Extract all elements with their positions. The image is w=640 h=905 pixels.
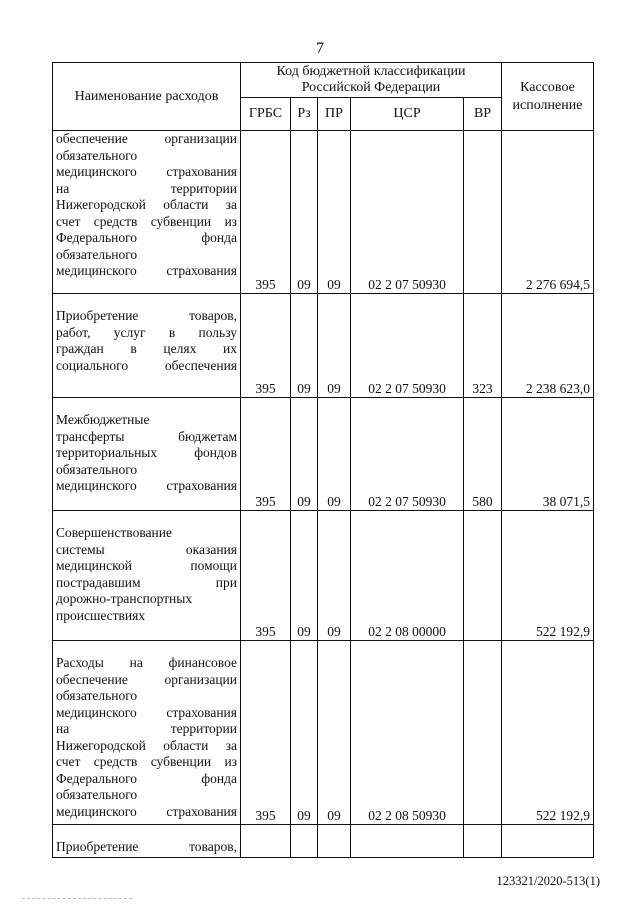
row-rz: 09 <box>291 398 318 511</box>
table-row <box>53 398 594 511</box>
row-csr: 02 2 07 50930 <box>351 294 464 398</box>
row-name-line: медицинского страхования <box>56 704 237 720</box>
row-name-line: Приобретение товаров, <box>56 839 237 854</box>
row-name-line: на территории <box>56 180 237 196</box>
header-csr: ЦСР <box>351 97 464 131</box>
row-name-line: дорожно-транспортных <box>56 591 193 606</box>
table-body <box>53 131 594 858</box>
row-name <box>53 294 241 398</box>
row-name-line: обязательного <box>56 787 138 802</box>
row-name-line: Совершенствование <box>56 525 172 540</box>
row-amount <box>502 825 594 858</box>
row-name-line: работ, услуг в пользу <box>56 324 237 340</box>
row-pr: 09 <box>318 131 351 294</box>
row-name-line: медицинского страхования <box>56 164 237 179</box>
row-amount: 38 071,5 <box>502 398 594 511</box>
row-name-line: Межбюджетные <box>56 412 150 427</box>
document-registration-number: 123321/2020-513(1) <box>496 874 600 888</box>
page-number: 7 <box>316 40 324 57</box>
row-name-line: социального обеспечения <box>56 357 237 373</box>
row-amount: 2 276 694,5 <box>502 131 594 294</box>
header-vr: ВР <box>464 97 502 131</box>
row-name-line: медицинской помощи <box>56 558 237 573</box>
budget-table <box>52 62 594 858</box>
header-execution: Кассовое исполнение <box>502 63 594 131</box>
bottom-divider <box>22 898 132 899</box>
row-vr <box>464 825 502 858</box>
row-rz: 09 <box>291 511 318 641</box>
row-csr: 02 2 07 50930 <box>351 398 464 511</box>
row-vr: 580 <box>464 398 502 511</box>
row-name-line: граждан в целях их <box>56 341 237 356</box>
row-csr: 02 2 08 00000 <box>351 511 464 641</box>
row-name-line: обеспечение организации <box>56 131 237 146</box>
row-name-line: происшествиях <box>56 607 146 623</box>
row-name-line: медицинского страхования <box>56 803 237 819</box>
row-name-line: счет средств субвенции из <box>56 754 237 769</box>
row-name <box>53 131 241 294</box>
row-name-line: на территории <box>56 721 237 736</box>
row-vr <box>464 131 502 294</box>
row-name-line: обязательного <box>56 688 138 703</box>
row-rz: 09 <box>291 294 318 398</box>
table-row <box>53 511 594 641</box>
row-rz: 09 <box>291 131 318 294</box>
row-grbs: 395 <box>241 131 291 294</box>
row-name-line: обеспечение организации <box>56 671 237 687</box>
row-name-line: счет средств субвенции из <box>56 213 237 229</box>
row-amount: 2 238 623,0 <box>502 294 594 398</box>
row-vr: 323 <box>464 294 502 398</box>
row-grbs <box>241 825 291 858</box>
row-csr: 02 2 08 50930 <box>351 641 464 825</box>
row-name-line: обязательного <box>56 147 138 163</box>
row-name-line: Нижегородской области за <box>56 737 237 753</box>
row-csr: 02 2 07 50930 <box>351 131 464 294</box>
header-pr: ПР <box>318 97 351 131</box>
row-name <box>53 511 241 641</box>
header-name: Наименование расходов <box>53 63 241 131</box>
row-name-line: Нижегородской области за <box>56 197 237 212</box>
row-pr <box>318 825 351 858</box>
row-name-line: Федерального фонда <box>56 770 237 786</box>
row-name <box>53 641 241 825</box>
row-name-line: пострадавшим при <box>56 574 237 590</box>
table-row <box>53 294 594 398</box>
row-name-line: обязательного <box>56 246 138 262</box>
row-pr: 09 <box>318 641 351 825</box>
row-name <box>53 398 241 511</box>
row-name-line: территориальных фондов <box>56 445 237 460</box>
row-amount: 522 192,9 <box>502 641 594 825</box>
row-grbs: 395 <box>241 641 291 825</box>
row-name-line: обязательного <box>56 461 138 477</box>
row-name-line: Расходы на финансовое <box>56 655 237 670</box>
row-name-line: системы оказания <box>56 541 237 557</box>
header-grbs: ГРБС <box>241 97 291 131</box>
row-csr <box>351 825 464 858</box>
header-code-group: Код бюджетной классификации Российской Федерации <box>241 63 502 98</box>
row-name-line: медицинского страхования <box>56 478 237 493</box>
row-grbs: 395 <box>241 511 291 641</box>
row-name-line: Федерального фонда <box>56 230 237 245</box>
row-vr <box>464 641 502 825</box>
row-grbs: 395 <box>241 398 291 511</box>
table-row <box>53 641 594 825</box>
row-name <box>53 825 241 858</box>
table-row <box>53 825 594 858</box>
row-name-line: медицинского страхования <box>56 263 237 278</box>
row-name-line: Приобретение товаров, <box>56 308 237 323</box>
row-vr <box>464 511 502 641</box>
row-rz: 09 <box>291 641 318 825</box>
row-grbs: 395 <box>241 294 291 398</box>
row-amount: 522 192,9 <box>502 511 594 641</box>
row-pr: 09 <box>318 398 351 511</box>
row-pr: 09 <box>318 294 351 398</box>
row-pr: 09 <box>318 511 351 641</box>
row-rz <box>291 825 318 858</box>
header-rz: Рз <box>291 97 318 131</box>
row-name-line: трансферты бюджетам <box>56 428 237 444</box>
table-row <box>53 131 594 294</box>
